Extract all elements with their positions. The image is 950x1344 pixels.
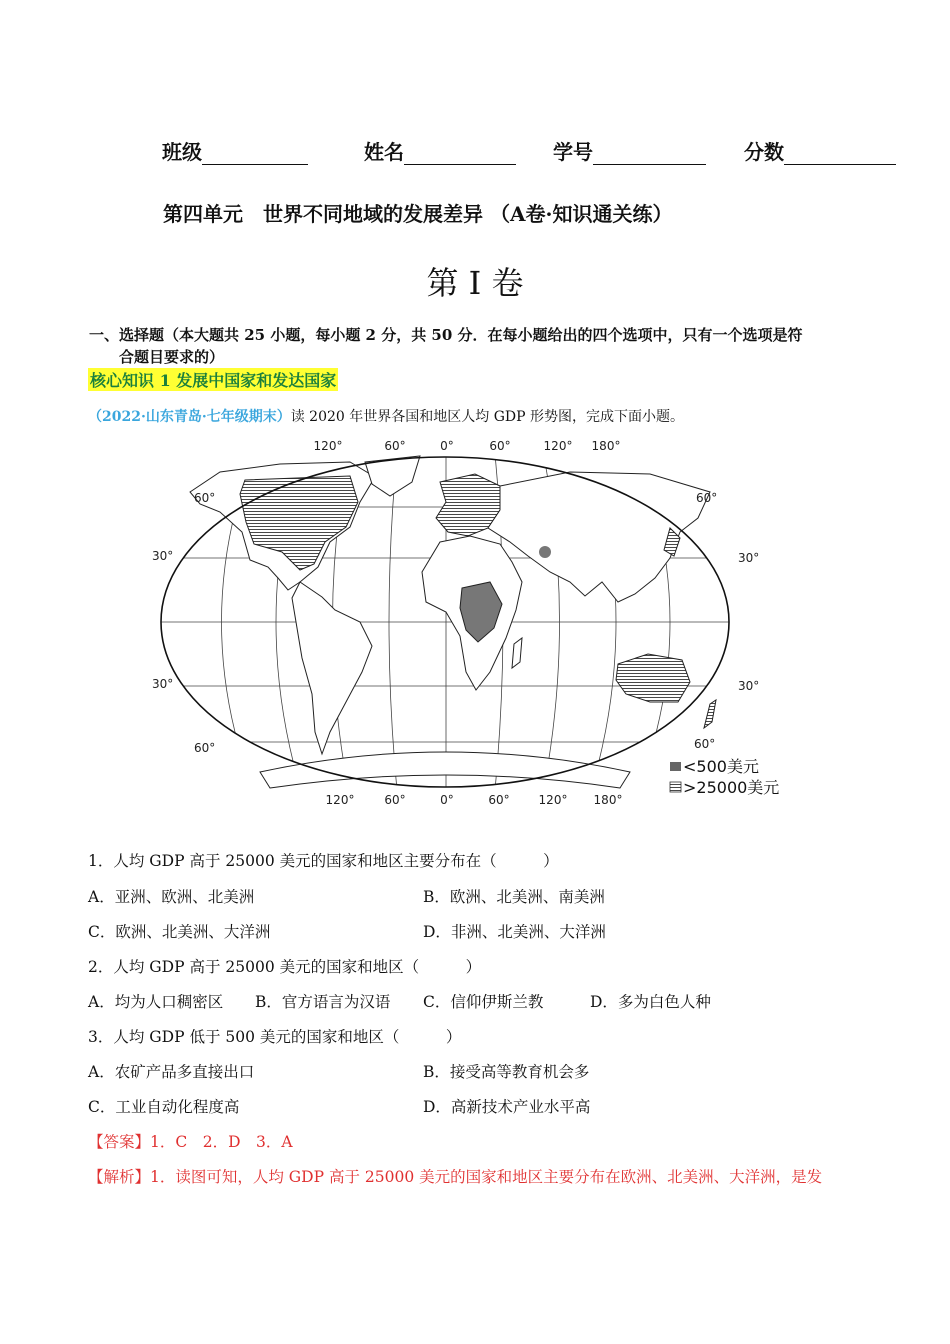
question-2-option-d[interactable]: D．多为白色人种 [590,993,711,1011]
answer-line: 【答案】1．C 2．D 3．A [88,1133,293,1151]
section-instruction-line1: 一、选择题（本大题共 25 小题，每小题 2 分，共 50 分．在每小题给出的四个选项中，只有一个选项是符 [89,326,803,344]
question-1-option-b[interactable]: B．欧洲、北美洲、南美洲 [423,888,605,906]
question-2-option-c[interactable]: C．信仰伊斯兰教 [423,993,544,1011]
question-2-option-b[interactable]: B．官方语言为汉语 [255,993,391,1011]
lat-label-right: 30° [738,551,760,565]
madagascar [512,638,522,668]
score-field [744,136,896,165]
legend-label-high: >25000美元 [683,778,780,797]
question-2-option-a[interactable]: A．均为人口稠密区 [88,993,224,1011]
world-gdp-map [150,432,800,814]
question-3-option-c[interactable]: C．工业自动化程度高 [88,1098,240,1116]
lon-label-bottom: 60° [384,793,406,807]
source-text: 读 2020 年世界各国和地区人均 GDP 形势图，完成下面小题。 [290,409,684,425]
south-america [292,582,372,754]
question-3-stem: 3．人均 GDP 低于 500 美元的国家和地区（ ） [88,1028,462,1046]
lon-label-top: 120° [543,439,573,453]
lon-label-top: 120° [313,439,343,453]
class-field [162,136,308,165]
lat-label-left: 30° [152,549,174,563]
lat-label-right: 30° [738,679,760,693]
name-label: 姓名 [364,140,404,164]
legend-swatch-low [670,762,681,771]
analysis-line: 【解析】1．读图可知，人均 GDP 高于 25000 美元的国家和地区主要分布在欧洲、北美洲、大洋洲，是发 [88,1168,823,1186]
student-id-field [553,136,706,165]
lon-label-bottom: 180° [593,793,623,807]
question-2-stem: 2．人均 GDP 高于 25000 美元的国家和地区（ ） [88,958,482,976]
name-blank[interactable] [404,143,516,165]
lat-label-left: 30° [152,677,174,691]
volume-title: 第 I 卷 [426,264,524,302]
lat-label-right: 60° [696,491,718,505]
lon-label-top: 60° [489,439,511,453]
map-legend [670,757,779,797]
legend-swatch-high [670,782,681,792]
new-zealand [704,700,716,728]
score-label: 分数 [744,140,784,164]
australia [616,654,690,702]
lon-label-top: 180° [591,439,621,453]
lon-label-bottom: 60° [488,793,510,807]
core-knowledge-heading: 核心知识 1 发展中国家和发达国家 [88,368,338,391]
question-source [88,406,684,426]
class-label: 班级 [162,140,202,164]
antarctica [260,752,630,788]
section-instruction-line2: 合题目要求的） [119,348,225,366]
lon-label-bottom: 120° [538,793,568,807]
lat-label-right: 60° [694,737,716,751]
student-id-label: 学号 [553,140,593,164]
question-1-option-a[interactable]: A．亚洲、欧洲、北美洲 [88,888,255,906]
source-tag: （2022·山东青岛·七年级期末） [88,409,291,425]
question-3-option-a[interactable]: A．农矿产品多直接出口 [88,1063,255,1081]
question-1-option-d[interactable]: D．非洲、北美洲、大洋洲 [423,923,606,941]
lon-label-bottom: 0° [440,793,454,807]
lon-label-top: 60° [384,439,406,453]
lon-label-top: 0° [440,439,454,453]
lon-label-bottom: 120° [325,793,355,807]
student-id-blank[interactable] [593,143,706,165]
name-field [364,136,516,165]
class-blank[interactable] [202,143,308,165]
question-1-stem: 1．人均 GDP 高于 25000 美元的国家和地区主要分布在（ ） [88,852,559,870]
question-3-option-d[interactable]: D．高新技术产业水平高 [423,1098,591,1116]
legend-label-low: <500美元 [683,757,759,776]
score-blank[interactable] [784,143,896,165]
lat-label-left: 60° [194,741,216,755]
unit-title: 第四单元 世界不同地域的发展差异 （A卷·知识通关练） [163,202,673,226]
question-3-option-b[interactable]: B．接受高等教育机会多 [423,1063,590,1081]
lat-label-left: 60° [194,491,216,505]
central-asia-low-income [539,546,551,558]
question-1-option-c[interactable]: C．欧洲、北美洲、大洋洲 [88,923,271,941]
